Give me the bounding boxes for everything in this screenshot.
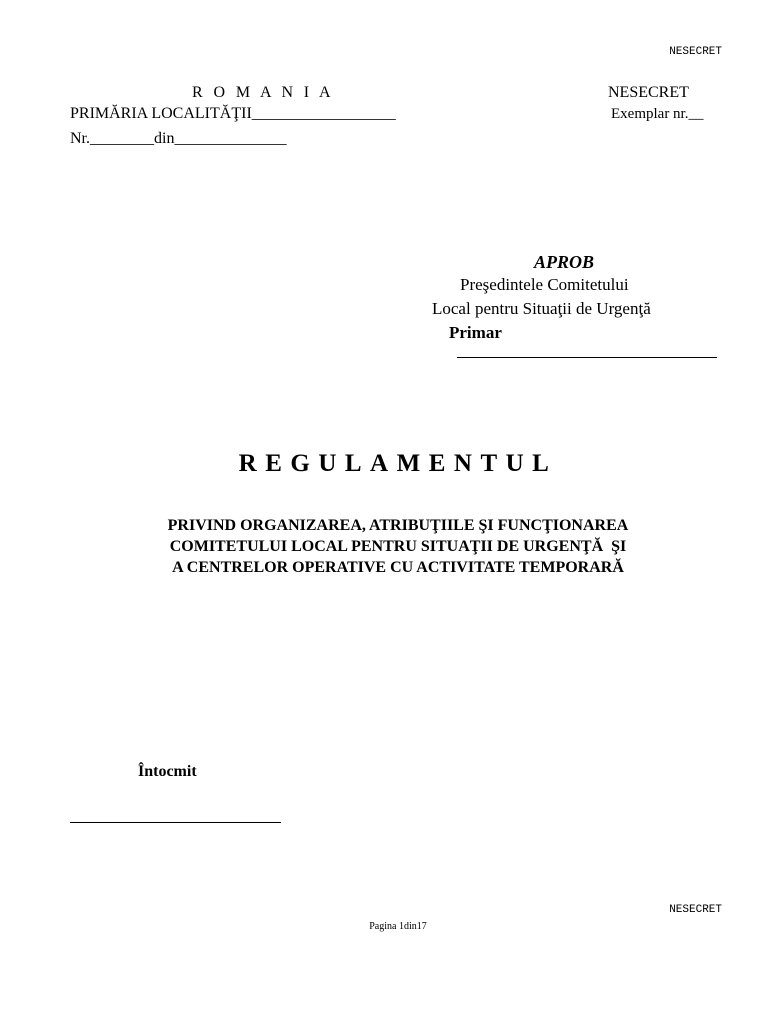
page-number: Pagina 1din17 — [369, 921, 427, 932]
bottom-classification-marking: NESECRET — [669, 904, 722, 916]
prepared-by-signature-line — [70, 822, 281, 823]
header-registration-number: Nr.________din______________ — [70, 130, 287, 147]
document-subtitle-line: A CENTRELOR OPERATIVE CU ACTIVITATE TEMPORARĂ — [172, 559, 624, 576]
approval-line-3: Primar — [449, 323, 502, 342]
top-classification-marking: NESECRET — [669, 46, 722, 58]
approval-signature-line — [457, 357, 717, 358]
header-country: R O M A N I A — [192, 84, 334, 101]
document-subtitle-line: COMITETULUI LOCAL PENTRU SITUAŢII DE URGENŢĂ ŞI — [169, 538, 627, 555]
prepared-by-label: Întocmit — [138, 763, 197, 780]
approval-line-2: Local pentru Situaţii de Urgenţă — [432, 299, 651, 318]
header-exemplar-number: Exemplar nr.__ — [611, 106, 704, 122]
approval-title: APROB — [534, 252, 595, 272]
approval-line-1: Preşedintele Comitetului — [460, 275, 629, 294]
header-primaria: PRIMĂRIA LOCALITĂŢII__________________ — [70, 105, 396, 122]
document-subtitle — [0, 515, 768, 578]
header-classification-marking: NESECRET — [608, 84, 689, 101]
document-title: REGULAMENTUL — [238, 450, 558, 477]
document-subtitle-line: PRIVIND ORGANIZAREA, ATRIBUŢIILE ŞI FUNCŢIONAREA — [167, 517, 629, 534]
